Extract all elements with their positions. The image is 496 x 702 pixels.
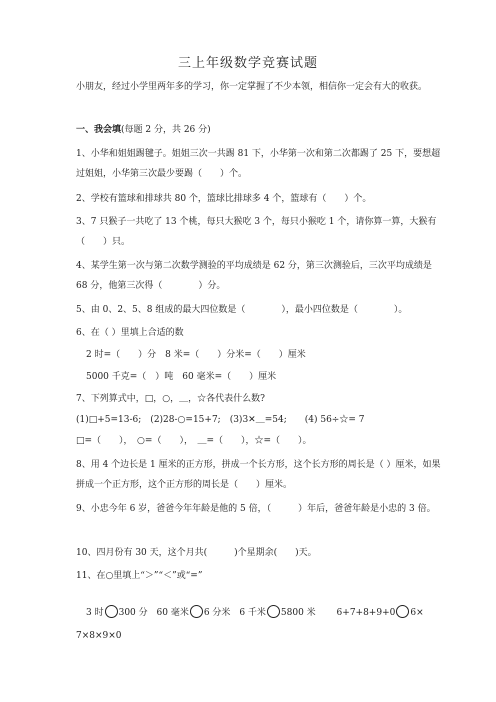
compare-circle-icon[interactable] xyxy=(396,605,409,618)
page-title: 三上年级数学竞赛试题 xyxy=(177,56,318,71)
compare-left-4: 6+7+8+9+0 xyxy=(336,608,396,618)
compare-left-2: 60 毫米 xyxy=(156,608,189,618)
question-4: 4、某学生第一次与第二次数学测验的平均成绩是 62 分，第三次测验后，三次平均成绩是 68 分，他第三次得（ ）分。 xyxy=(76,261,432,291)
section-heading-bold: 一、我会填 xyxy=(76,125,122,135)
question-11-heading: 11、在○里填上“＞”“＜”或“=” xyxy=(76,571,203,581)
question-3: 3、7 只猴子一共吃了 13 个桃，每只大猴吃 3 个，每只小猴吃 1 个，请你算一算，大猴有（ ）只。 xyxy=(76,217,437,247)
compare-circle-icon[interactable] xyxy=(267,605,280,618)
question-7-line-1: (1)□+5=13-6; (2)28-○=15+7; (3)3✕＿=54; (4) 56÷☆= 7 xyxy=(76,415,365,425)
compare-left-3: 6 千米 xyxy=(239,608,266,618)
question-6-heading: 6、在（ ）里填上合适的数 xyxy=(76,328,184,338)
question-11-items xyxy=(86,604,454,624)
question-9: 9、小忠今年 6 岁，爸爸今年年龄是他的 5 倍，（ ）年后，爸爸年龄是小忠的 3 倍。 xyxy=(76,504,436,514)
question-6-line-2: 5000 千克=（ ）吨 60 毫米=（ ）厘米 xyxy=(86,372,277,382)
section-heading-score: (每题 2 分，共 26 分) xyxy=(121,125,211,135)
question-2: 2、学校有篮球和排球共 80 个，篮球比排球多 4 个，篮球有（ ）个。 xyxy=(76,194,372,204)
question-7-heading: 7、下列算式中，□，○，＿，☆各代表什么数? xyxy=(76,394,265,404)
compare-right-1: 300 分 xyxy=(118,608,148,618)
question-7-line-2: □=（ ）， ○=（ ）， ＿=（ ），☆=（ ）。 xyxy=(76,436,312,446)
compare-right-3: 5800 米 xyxy=(280,608,316,618)
question-1: 1、小华和姐姐踢毽子。姐姐三次一共踢 81 下，小华第一次和第二次都踢了 25 下，要想超过姐姐，小华第三次最少要踢（ ）个。 xyxy=(76,149,441,179)
intro-text: 小朋友，经过小学里两年多的学习，你一定掌握了不少本领，相信你一定会有大的收获。 xyxy=(76,82,428,92)
compare-right-2: 6 分米 xyxy=(203,608,231,618)
compare-right-4: 6× xyxy=(410,608,424,618)
compare-circle-icon[interactable] xyxy=(190,605,203,618)
question-8: 8、用 4 个边长是 1 厘米的正方形，拼成一个长方形，这个长方形的周长是（ ）厘米，如果拼成一个正方形，这个正方形的周长是（ ）厘米。 xyxy=(76,460,441,490)
compare-circle-icon[interactable] xyxy=(105,605,118,618)
section-heading xyxy=(76,121,444,141)
question-11-tail: 7×8×9×0 xyxy=(76,631,122,641)
question-10: 10、四月份有 30 天，这个月共( )个星期余( )天。 xyxy=(76,548,317,558)
question-5: 5、由 0、2、5、8 组成的最大四位数是（ ），最小四位数是（ ）。 xyxy=(76,305,408,315)
compare-left-1: 3 时 xyxy=(86,608,104,618)
question-6-line-1: 2 时=（ ）分 8 米=（ ）分米=（ ）厘米 xyxy=(86,350,306,360)
